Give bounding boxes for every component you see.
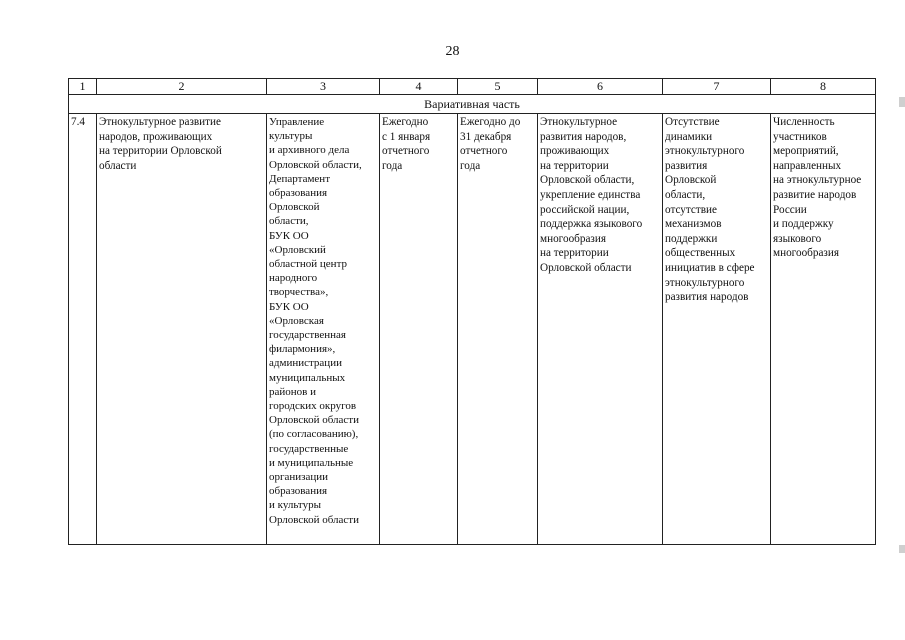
section-title: Вариативная часть <box>69 95 876 114</box>
column-number: 7 <box>663 79 771 95</box>
column-number: 4 <box>380 79 458 95</box>
section-row <box>69 95 876 114</box>
column-number: 6 <box>538 79 663 95</box>
consequences-cell: Отсутствие динамики этнокультурного развития Орловской области, отсутствие механизмов поддержки общественных инициатив в сфере этнокультурного развития народов <box>663 114 771 545</box>
column-number: 2 <box>97 79 267 95</box>
responsible-executors-cell: Управление культуры и архивного дела Орловской области, Департамент образования Орловской области, БУК ОО «Орловский областной центр народного творчества», БУК ОО «Орловская государственная филармония», администрации муниципальных районов и городских округов Орловской области (по согласованию), государственные и муниципальные организации образования и культуры Орловской области <box>267 114 380 545</box>
column-number: 5 <box>458 79 538 95</box>
activity-name-cell: Этнокультурное развитие народов, проживающих на территории Орловской области <box>97 114 267 545</box>
indicator-cell: Численность участников мероприятий, направленных на этнокультурное развитие народов России и поддержку языкового многообразия <box>771 114 876 545</box>
column-number-row <box>69 79 876 95</box>
column-number: 1 <box>69 79 97 95</box>
expected-result-cell: Этнокультурное развития народов, проживающих на территории Орловской области, укрепление единства российской нации, поддержка языкового многообразия на территории Орловской области <box>538 114 663 545</box>
table-row <box>69 114 876 545</box>
scan-edge-mark <box>899 97 905 107</box>
column-number: 3 <box>267 79 380 95</box>
program-table <box>68 78 876 545</box>
item-number-cell: 7.4 <box>69 114 97 545</box>
scan-edge-mark <box>899 545 905 553</box>
page-number: 28 <box>445 44 460 59</box>
start-date-cell: Ежегодно с 1 января отчетного года <box>380 114 458 545</box>
end-date-cell: Ежегодно до 31 декабря отчетного года <box>458 114 538 545</box>
column-number: 8 <box>771 79 876 95</box>
